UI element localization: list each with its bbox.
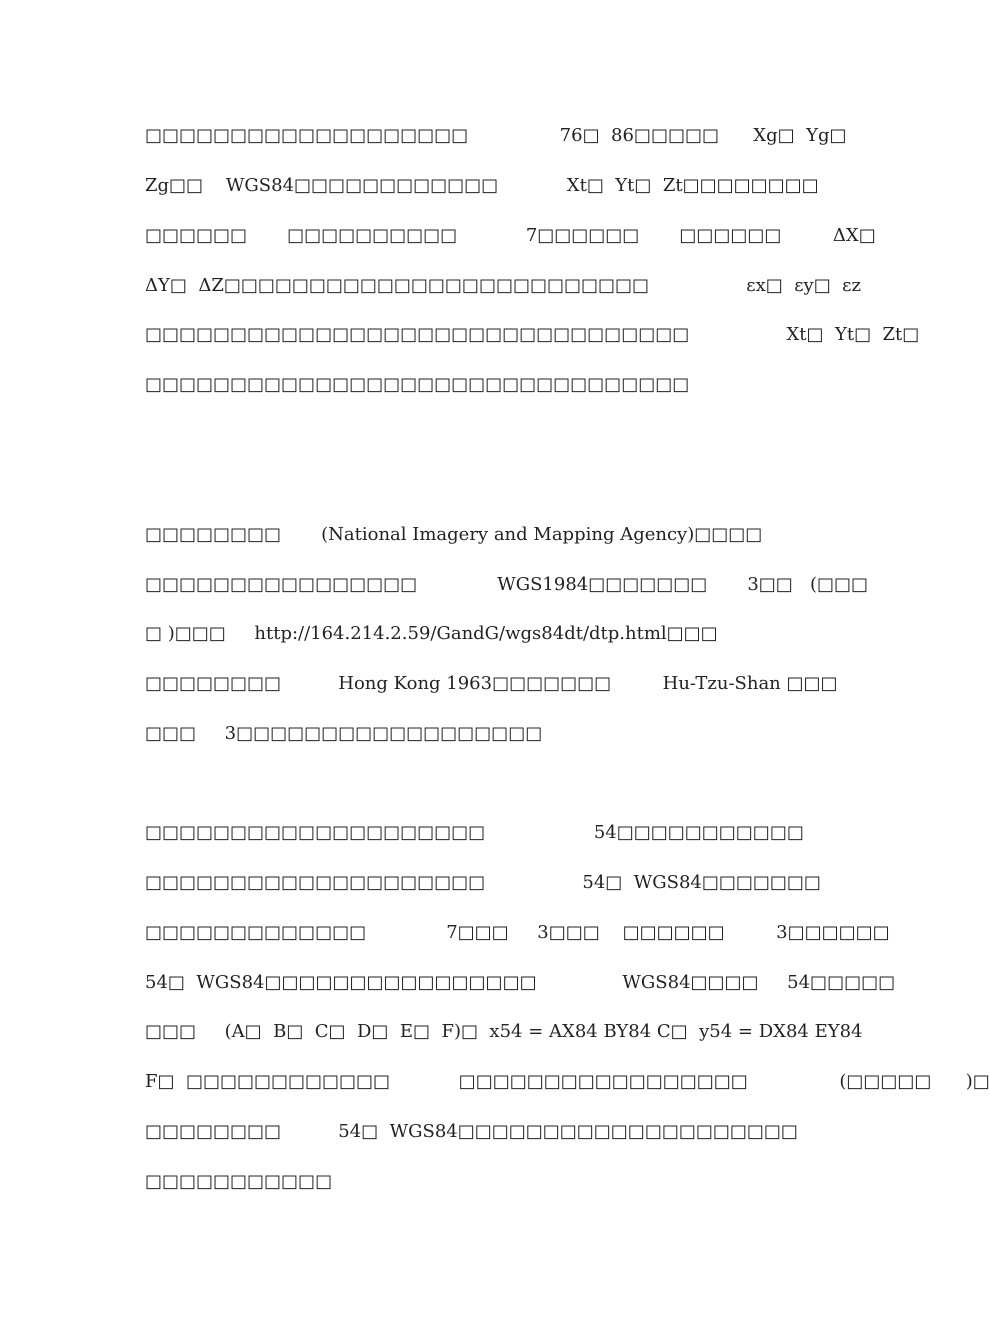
- text-line: □□□□□□□□□□□□□□□□□□□□ 54□ WGS84□□□□□□□: [145, 872, 821, 893]
- text-line: □□□□□□□□□□□□□□□□□□□ 76□ 86□□□□□ Xg□ Yg□: [145, 125, 847, 146]
- text-line: □□□□□□□□ Hong Kong 1963□□□□□□□ Hu-Tzu-Shan □□□: [145, 673, 838, 694]
- text-line: □□□□□□ □□□□□□□□□□ 7□□□□□□ □□□□□□ ΔX□: [145, 225, 876, 246]
- text-line: □□□□□□□□□□□: [145, 1171, 333, 1192]
- text-line: F□ □□□□□□□□□□□□ □□□□□□□□□□□□□□□□□ (□□□□□ )□: [145, 1071, 990, 1092]
- text-line: □□□□□□□□□□□□□ 7□□□ 3□□□ □□□□□□ 3□□□□□□: [145, 922, 890, 943]
- text-line: □□□□□□□□□□□□□□□□□□□□□□□□□□□□□□□□: [145, 374, 690, 395]
- formula-line: □□□ (A□ B□ C□ D□ E□ F)□ x54 = AX84 BY84 C□ y54 = DX84 EY84: [145, 1021, 863, 1042]
- text-line: □□□□□□□□ (National Imagery and Mapping Agency)□□□□: [145, 524, 763, 545]
- text-line: □□□ 3□□□□□□□□□□□□□□□□□□: [145, 723, 543, 744]
- text-line: □□□□□□□□□□□□□□□□□□□□□□□□□□□□□□□□ Xt□ Yt□ Zt□: [145, 324, 920, 345]
- text-line: □□□□□□□□□□□□□□□□□□□□ 54□□□□□□□□□□□: [145, 822, 804, 843]
- text-line: ΔY□ ΔZ□□□□□□□□□□□□□□□□□□□□□□□□□ εx□ εy□ εz: [145, 275, 861, 296]
- text-line: □□□□□□□□□□□□□□□□ WGS1984□□□□□□□ 3□□ (□□□: [145, 574, 869, 595]
- text-line: □□□□□□□□ 54□ WGS84□□□□□□□□□□□□□□□□□□□□: [145, 1121, 798, 1142]
- text-line: 54□ WGS84□□□□□□□□□□□□□□□□ WGS84□□□□ 54□□□□□: [145, 972, 896, 993]
- text-line: Zg□□ WGS84□□□□□□□□□□□□ Xt□ Yt□ Zt□□□□□□□□: [145, 175, 819, 196]
- text-line: □ )□□□ http://164.214.2.59/GandG/wgs84dt/dtp.html□□□: [145, 623, 718, 644]
